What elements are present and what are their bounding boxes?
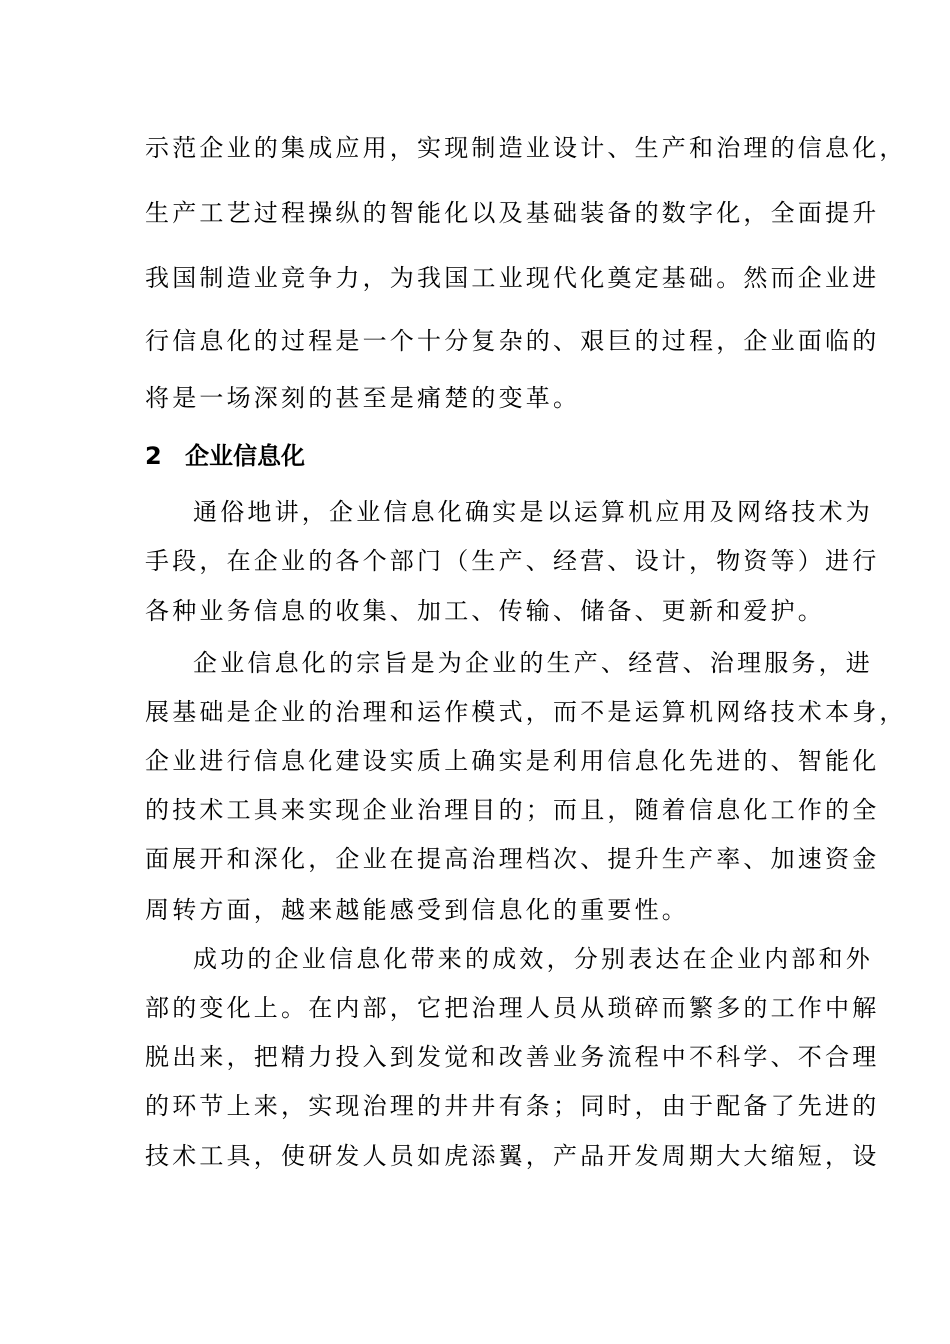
intro-line-4: 行信息化的过程是一个十分复杂的、艰巨的过程，企业面临的 (145, 327, 880, 355)
para2-line-2: 展基础是企业的治理和运作模式，而不是运算机网络技术本身， (145, 698, 907, 726)
intro-line-1: 示范企业的集成应用，实现制造业设计、生产和治理的信息化， (145, 134, 907, 162)
section-heading (145, 441, 305, 471)
para3-line-2: 部的变化上。在内部，它把治理人员从琐碎而繁多的工作中解 (145, 994, 880, 1022)
intro-line-5: 将是一场深刻的甚至是痛楚的变革。 (145, 384, 581, 412)
section-title: 企业信息化 (185, 442, 305, 470)
para1-line-3: 各种业务信息的收集、加工、传输、储备、更新和爱护。 (145, 597, 825, 625)
para2-line-5: 面展开和深化，企业在提高治理档次、提升生产率、加速资金 (145, 845, 880, 873)
para2-line-6: 周转方面，越来越能感受到信息化的重要性。 (145, 896, 689, 924)
para2-line-4: 的技术工具来实现企业治理目的；而且，随着信息化工作的全 (145, 796, 880, 824)
intro-line-3: 我国制造业竞争力，为我国工业现代化奠定基础。然而企业进 (145, 264, 880, 292)
section-number: 2 (145, 442, 162, 470)
para3-line-3: 脱出来，把精力投入到发觉和改善业务流程中不科学、不合理 (145, 1043, 880, 1071)
intro-line-2: 生产工艺过程操纵的智能化以及基础装备的数字化，全面提升 (145, 199, 880, 227)
para3-line-1: 成功的企业信息化带来的成效，分别表达在企业内部和外 (193, 945, 873, 973)
para1-line-2: 手段，在企业的各个部门（生产、经营、设计，物资等）进行 (145, 547, 880, 575)
para3-line-5: 技术工具，使研发人员如虎添翼，产品开发周期大大缩短，设 (145, 1142, 880, 1170)
para3-line-4: 的环节上来，实现治理的井井有条；同时，由于配备了先进的 (145, 1092, 880, 1120)
para1-line-1: 通俗地讲，企业信息化确实是以运算机应用及网络技术为 (193, 498, 873, 526)
para2-line-1: 企业信息化的宗旨是为企业的生产、经营、治理服务，进 (193, 649, 873, 677)
para2-line-3: 企业进行信息化建设实质上确实是利用信息化先进的、智能化 (145, 747, 880, 775)
